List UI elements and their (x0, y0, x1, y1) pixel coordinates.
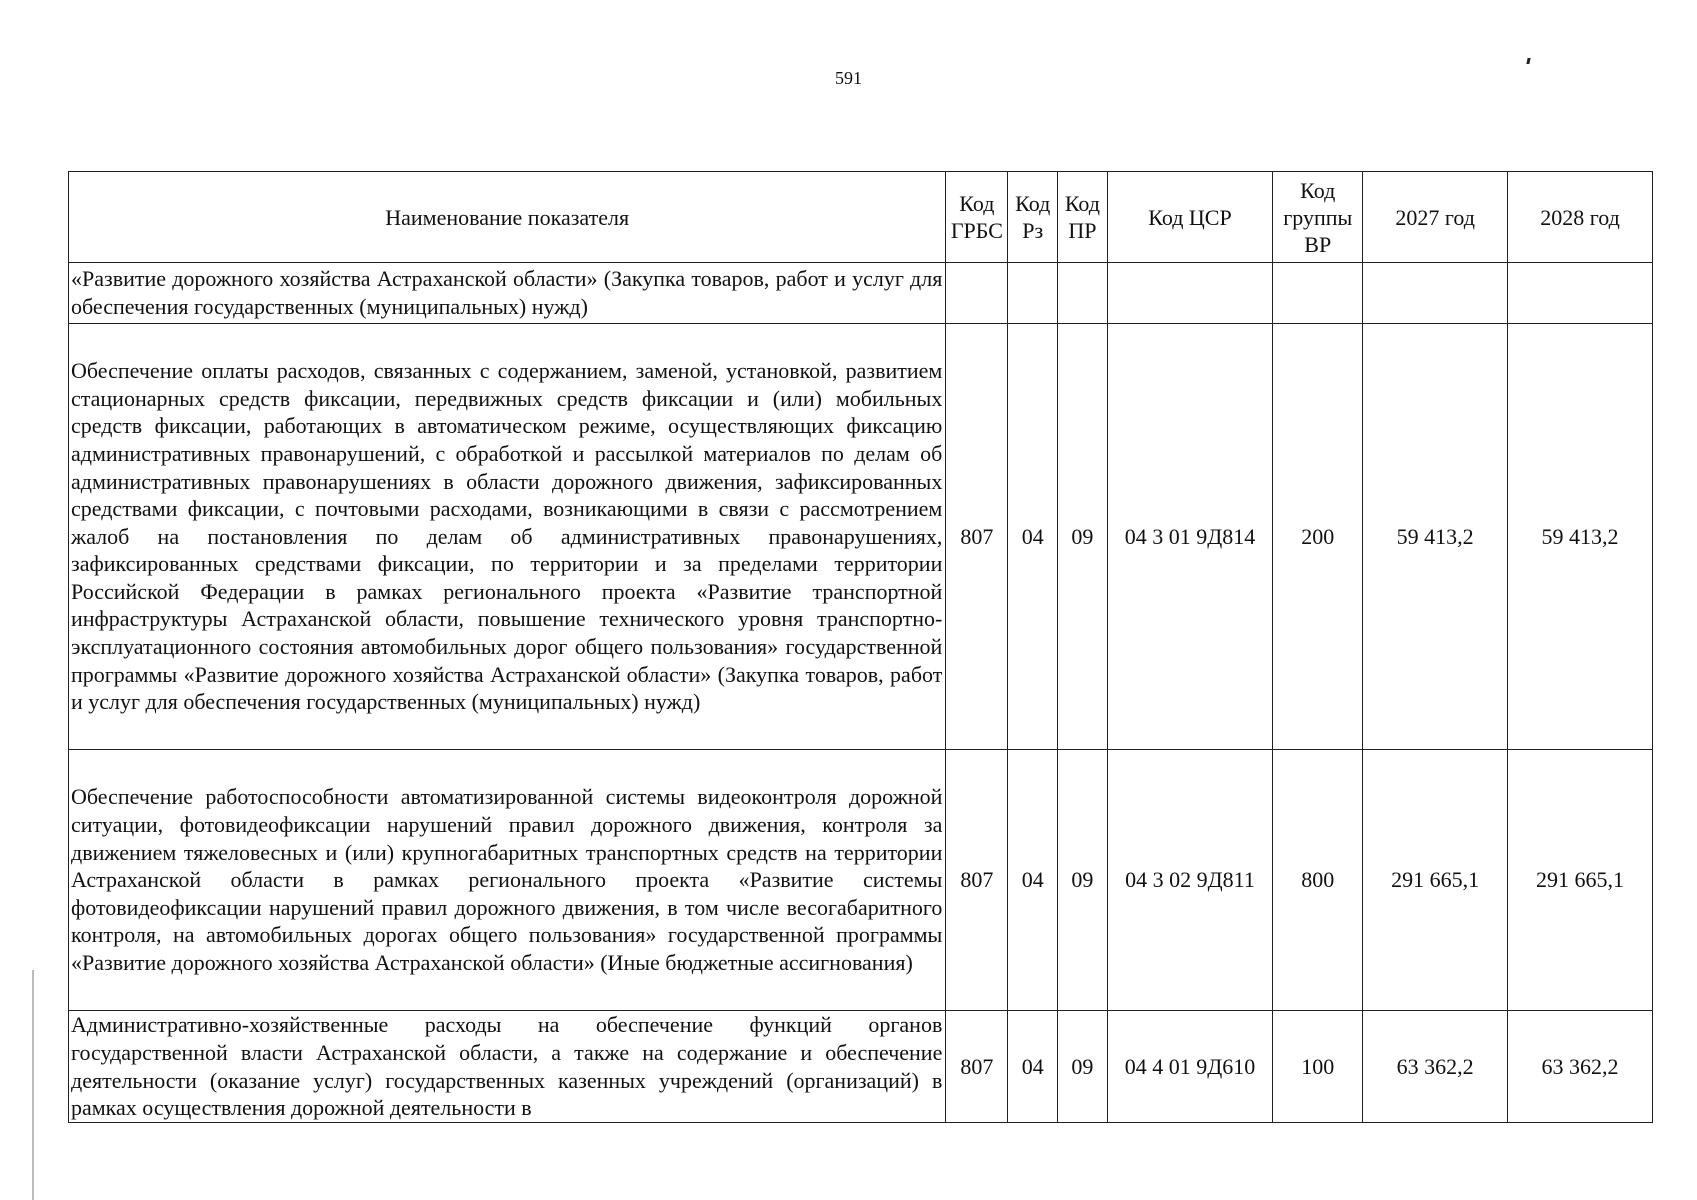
cell-rz: 04 (1008, 324, 1058, 750)
cell-2028: 63 362,2 (1508, 1011, 1653, 1123)
cell-grbs (946, 263, 1008, 324)
table-header-row (69, 172, 1653, 263)
cell-pr: 09 (1058, 324, 1108, 750)
cell-csr: 04 3 02 9Д811 (1107, 750, 1273, 1011)
cell-grbs: 807 (946, 324, 1008, 750)
scan-mark (1526, 58, 1530, 64)
cell-vr: 800 (1273, 750, 1363, 1011)
cell-grbs: 807 (946, 750, 1008, 1011)
table-row (69, 324, 1653, 750)
cell-vr: 100 (1273, 1011, 1363, 1123)
header-2027: 2027 год (1363, 172, 1508, 263)
table-row (69, 263, 1653, 324)
cell-grbs: 807 (946, 1011, 1008, 1123)
cell-2027: 59 413,2 (1363, 324, 1508, 750)
header-2028: 2028 год (1508, 172, 1653, 263)
cell-2028 (1508, 263, 1653, 324)
cell-csr: 04 4 01 9Д610 (1107, 1011, 1273, 1123)
cell-rz: 04 (1008, 1011, 1058, 1123)
cell-2028: 59 413,2 (1508, 324, 1653, 750)
scan-edge (32, 970, 34, 1200)
header-rz: Код Рз (1008, 172, 1058, 263)
cell-rz (1008, 263, 1058, 324)
cell-pr (1058, 263, 1108, 324)
page-number: 591 (835, 68, 862, 88)
cell-pr: 09 (1058, 1011, 1108, 1123)
cell-2028: 291 665,1 (1508, 750, 1653, 1011)
cell-csr (1107, 263, 1273, 324)
cell-2027: 291 665,1 (1363, 750, 1508, 1011)
cell-csr: 04 3 01 9Д814 (1107, 324, 1273, 750)
header-vr: Код группы ВР (1273, 172, 1363, 263)
header-grbs: Код ГРБС (946, 172, 1008, 263)
cell-name: Административно-хозяйственные расходы на обеспечение функций органов государственной власти Астраханской области, а также на содержание и обеспечение деятельности (оказание услуг) государственных казенных учреждений (организаций) в рамках осуществления дорожной деятельности в (69, 1011, 946, 1123)
budget-table (68, 171, 1653, 1123)
header-name: Наименование показателя (69, 172, 946, 263)
cell-name: «Развитие дорожного хозяйства Астраханской области» (Закупка товаров, работ и услуг для обеспечения государственных (муниципальных) нужд) (69, 263, 946, 324)
header-pr: Код ПР (1058, 172, 1108, 263)
cell-name: Обеспечение работоспособности автоматизированной системы видеоконтроля дорожной ситуации, фотовидеофиксации нарушений правил дорожного движения, контроля за движением тяжеловесных и (или) крупногабаритных транспортных средств на территории Астраханской области в рамках регионального проекта «Развитие системы фотовидеофиксации нарушений правил дорожного движения, в том числе весогабаритного контроля, на автомобильных дорогах общего пользования» государственной программы «Развитие дорожного хозяйства Астраханской области» (Иные бюджетные ассигнования) (69, 750, 946, 1011)
table-row (69, 750, 1653, 1011)
cell-2027 (1363, 263, 1508, 324)
header-csr: Код ЦСР (1107, 172, 1273, 263)
table-row (69, 1011, 1653, 1123)
cell-vr: 200 (1273, 324, 1363, 750)
cell-name: Обеспечение оплаты расходов, связанных с содержанием, заменой, установкой, развитием стационарных средств фиксации, передвижных средств фиксации и (или) мобильных средств фиксации, работающих в автоматическом режиме, осуществляющих фиксацию административных правонарушений, с обработкой и рассылкой материалов по делам об административных правонарушениях в области дорожного движения, зафиксированных средствами фиксации, с почтовыми расходами, возникающими в связи с рассмотрением жалоб на постановления по делам об административных правонарушениях, зафиксированных средствами фиксации, по территории и за пределами территории Российской Федерации в рамках регионального проекта «Развитие транспортной инфраструктуры Астраханской области, повышение технического уровня транспортно-эксплуатационного состояния автомобильных дорог общего пользования» государственной программы «Развитие дорожного хозяйства Астраханской области» (Закупка товаров, работ и услуг для обеспечения государственных (муниципальных) нужд) (69, 324, 946, 750)
cell-pr: 09 (1058, 750, 1108, 1011)
cell-2027: 63 362,2 (1363, 1011, 1508, 1123)
cell-rz: 04 (1008, 750, 1058, 1011)
cell-vr (1273, 263, 1363, 324)
